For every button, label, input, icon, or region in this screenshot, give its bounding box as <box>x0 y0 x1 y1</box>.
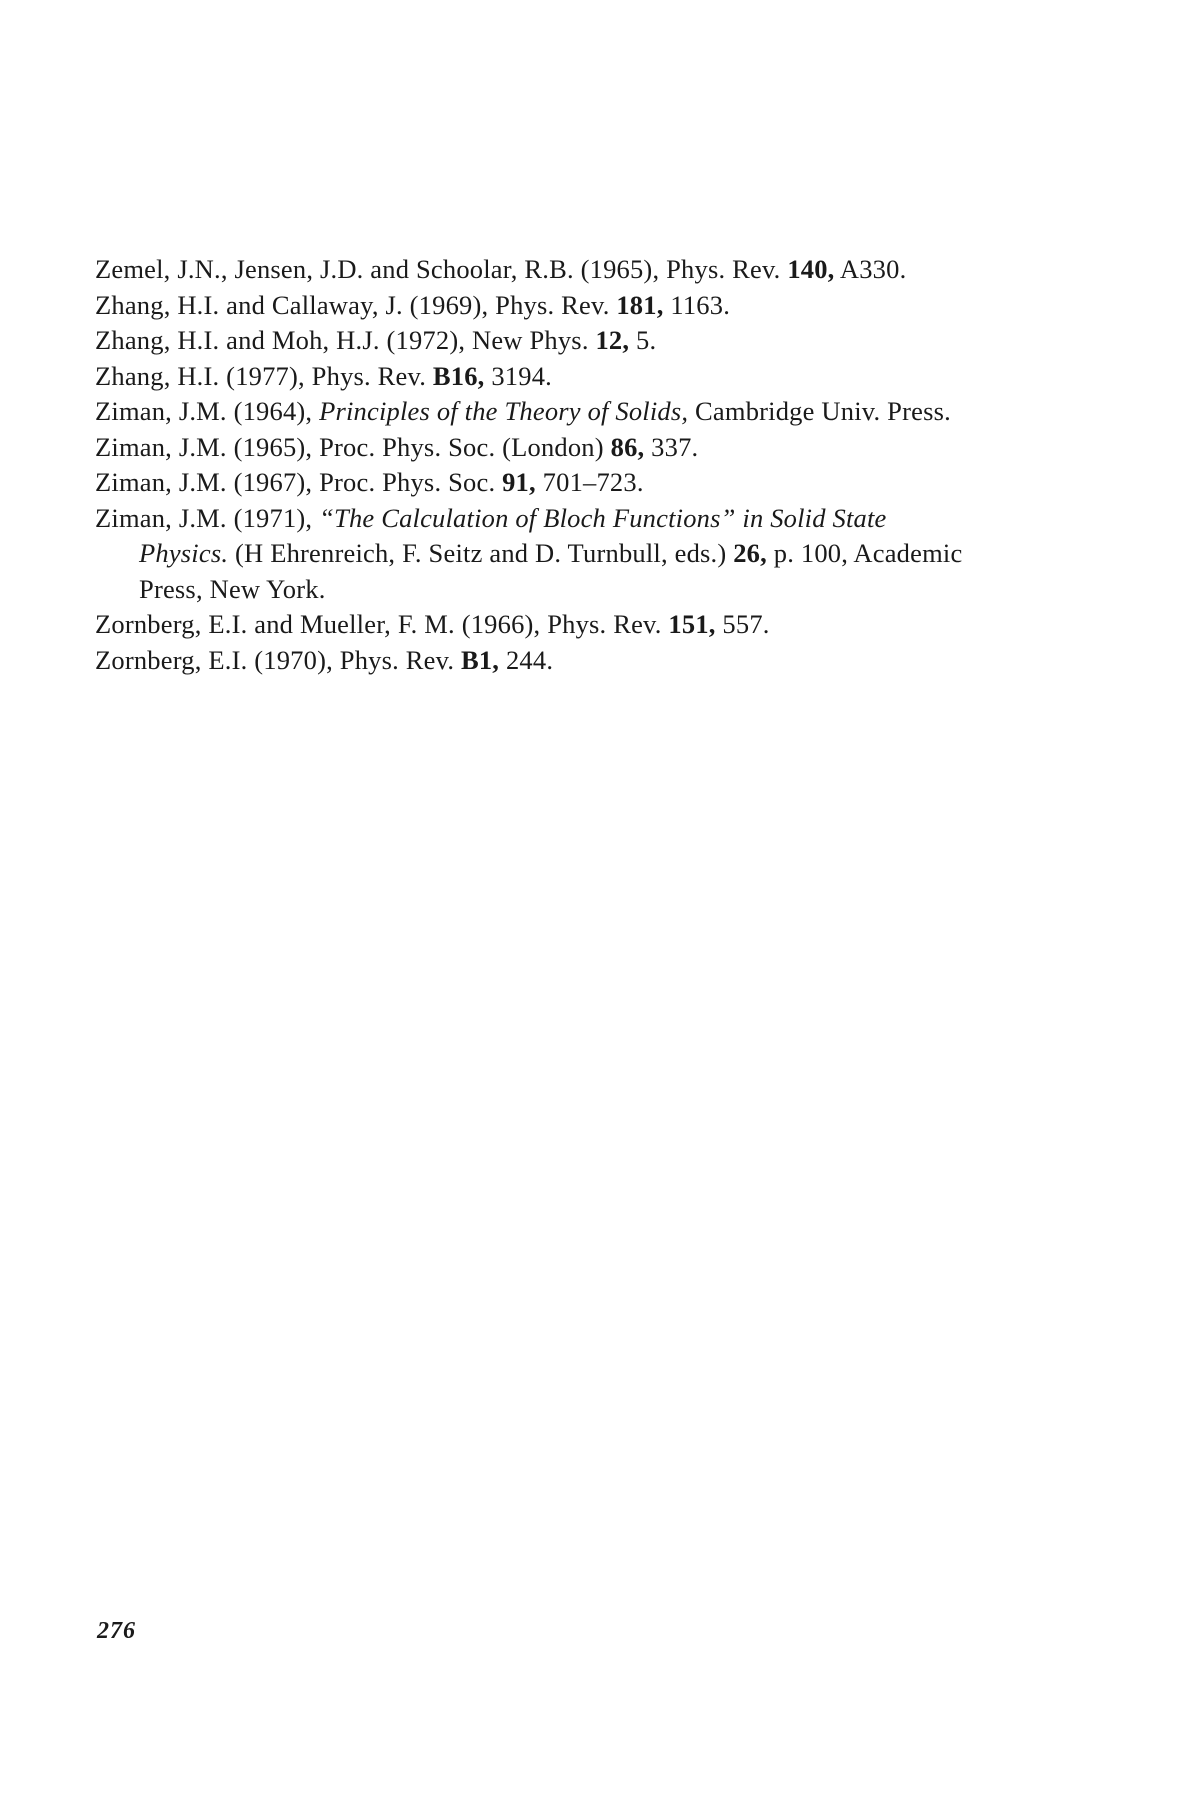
reference-text: Ziman, J.M. (1965), Proc. Phys. Soc. (London) <box>95 431 611 462</box>
reference-text: 557. <box>715 609 770 639</box>
reference-volume: 181, <box>616 289 664 320</box>
reference-volume: B1, <box>460 644 500 675</box>
reference-text: 3194. <box>484 360 552 391</box>
page-number: 276 <box>97 1618 136 1644</box>
reference-entry <box>95 430 975 466</box>
reference-text: Zhang, H.I. and Callaway, J. (1969), Phys. Rev. <box>95 289 617 320</box>
reference-text: Zhang, H.I. (1977), Phys. Rev. <box>95 360 433 391</box>
reference-entry <box>95 288 975 324</box>
reference-entry <box>95 323 975 359</box>
reference-entry <box>95 643 975 679</box>
reference-entry <box>95 359 975 395</box>
reference-entry <box>95 501 975 608</box>
reference-text: Zornberg, E.I. and Mueller, F. M. (1966), Phys. Rev. <box>95 609 669 639</box>
reference-text: 1163. <box>663 289 731 320</box>
reference-text: Cambridge Univ. Press. <box>688 396 951 426</box>
reference-volume: 151, <box>668 609 716 639</box>
reference-text: Ziman, J.M. (1967), Proc. Phys. Soc. <box>95 467 503 497</box>
reference-volume: 140, <box>787 254 835 284</box>
reference-list <box>95 252 975 678</box>
reference-text: Zornberg, E.I. (1970), Phys. Rev. <box>95 644 461 675</box>
reference-text: Ziman, J.M. (1971), <box>95 502 320 533</box>
reference-entry <box>95 607 975 643</box>
reference-text: Zemel, J.N., Jensen, J.D. and Schoolar, R.B. (1965), Phys. Rev. <box>95 254 788 284</box>
reference-title: “The Calculation of Bloch Functions” in Solid State Physics. <box>139 502 887 568</box>
reference-volume: 86, <box>610 431 645 462</box>
reference-text: 5. <box>629 325 657 355</box>
reference-title: Principles of the Theory of Solids, <box>319 396 689 426</box>
reference-entry <box>95 394 975 430</box>
reference-text: (H Ehrenreich, F. Seitz and D. Turnbull, eds.) <box>228 538 734 568</box>
reference-volume: 26, <box>733 538 767 568</box>
reference-volume: 91, <box>502 467 536 497</box>
reference-text: 244. <box>499 644 554 675</box>
reference-text: 701–723. <box>535 467 644 497</box>
reference-volume: 12, <box>595 325 630 355</box>
reference-entry <box>95 252 975 288</box>
reference-text: A330. <box>834 254 907 284</box>
reference-volume: B16, <box>432 360 485 391</box>
reference-text: Zhang, H.I. and Moh, H.J. (1972), New Phys. <box>95 325 596 355</box>
reference-text: p. 100, Academic Press, New York. <box>139 538 963 604</box>
reference-text: Ziman, J.M. (1964), <box>95 396 320 426</box>
reference-text: 337. <box>644 431 699 462</box>
reference-entry <box>95 465 975 501</box>
